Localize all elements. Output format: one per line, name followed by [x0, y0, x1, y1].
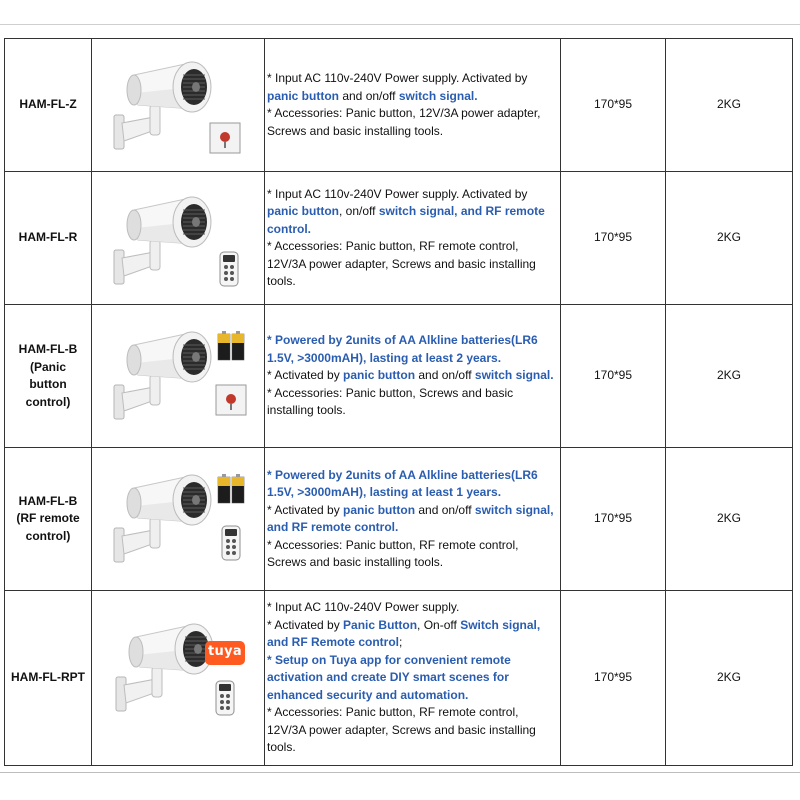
- product-spec-table: [4, 38, 793, 766]
- product-photo: [92, 450, 264, 589]
- panic-button-icon: [216, 385, 246, 415]
- model-name-line: (RF remote: [16, 511, 80, 526]
- weight-cell: 2KG: [666, 39, 793, 172]
- highlighted-feature-text: * Powered by 2units of AA Alkline batteries(LR6 1.5V, >3000mAH), lasting at least 2 years.: [267, 333, 538, 365]
- model-name-line: HAM-FL-B: [18, 342, 78, 356]
- model-name-line: (Panic: [29, 359, 66, 374]
- model-name-line: control): [25, 394, 71, 409]
- size-cell: 170*95: [561, 305, 666, 448]
- description-paragraph: [267, 105, 557, 140]
- siren-device-icon: [114, 332, 211, 419]
- rf-remote-icon: [216, 681, 234, 715]
- highlighted-feature-text: switch signal, and RF remote control.: [267, 502, 554, 534]
- product-image-cell: [92, 448, 265, 591]
- highlighted-feature-text: * Powered by 2units of AA Alkline batteries(LR6 1.5V, >3000mAH), lasting at least 1 years.: [267, 467, 538, 499]
- table-row: [5, 305, 793, 448]
- product-photo: [92, 593, 264, 764]
- model-cell: [5, 39, 92, 172]
- size-cell: 170*95: [561, 172, 666, 305]
- bottom-divider: [0, 772, 800, 773]
- model-name-line: HAM-FL-B: [18, 493, 78, 508]
- description-paragraph: [267, 617, 557, 652]
- description-paragraph: [267, 537, 557, 572]
- model-name-line: HAM-FL-R: [18, 230, 78, 245]
- description-text: * Accessories: Panic button, RF remote control, 12V/3A power adapter, Screws and basic installing tools.: [267, 239, 536, 288]
- highlighted-feature-text: panic button: [343, 368, 416, 383]
- model-cell: [5, 591, 92, 766]
- highlighted-feature-text: panic button: [267, 88, 339, 103]
- description-text: * Input AC 110v-240V Power supply. Activated by: [267, 71, 528, 85]
- table-row: [5, 591, 793, 766]
- description-paragraph: [267, 332, 557, 367]
- product-photo: [92, 174, 264, 303]
- model-name-line: control): [25, 528, 71, 543]
- description-text: * Accessories: Panic button, Screws and basic installing tools.: [267, 385, 514, 418]
- size-cell: 170*95: [561, 39, 666, 172]
- product-image-cell: [92, 591, 265, 766]
- weight-cell: 2KG: [666, 305, 793, 448]
- siren-device-icon: [114, 197, 211, 284]
- description-text: * Accessories: Panic button, RF remote control, 12V/3A power adapter, Screws and basic installing tools.: [267, 705, 536, 755]
- description-text: and on/off: [415, 368, 475, 383]
- description-paragraph: [267, 502, 557, 537]
- description-text: * Activated by: [267, 502, 344, 517]
- table-row: [5, 172, 793, 305]
- table-body: [5, 39, 793, 766]
- product-illustration: [92, 450, 264, 589]
- description-text: , on/off: [339, 204, 379, 218]
- description-cell: [265, 448, 561, 591]
- description-text: and on/off: [339, 88, 399, 103]
- highlighted-feature-text: panic button: [343, 502, 416, 517]
- rf-remote-icon: [222, 526, 240, 560]
- product-illustration: [92, 593, 264, 764]
- siren-device-icon: [114, 62, 211, 149]
- description-paragraph: [267, 385, 557, 420]
- weight-cell: 2KG: [666, 448, 793, 591]
- highlighted-feature-text: * Setup on Tuya app for convenient remote activation and create DIY smart scenes for enhanced security and automation.: [267, 652, 511, 702]
- model-name-line: button: [29, 377, 67, 391]
- description-text: * Accessories: Panic button, RF remote control, Screws and basic installing tools.: [267, 537, 519, 569]
- description-paragraph: [267, 467, 557, 502]
- product-illustration: [92, 41, 264, 170]
- table-row: [5, 39, 793, 172]
- weight-cell: 2KG: [666, 591, 793, 766]
- panic-button-icon: [210, 123, 240, 153]
- description-text: * Activated by: [267, 368, 344, 383]
- description-text: * Accessories: Panic button, 12V/3A power adapter, Screws and basic installing tools.: [267, 106, 541, 138]
- highlighted-feature-text: switch signal, and RF remote control.: [267, 204, 545, 236]
- description-text: , On-off: [417, 617, 461, 632]
- size-cell: 170*95: [561, 448, 666, 591]
- size-cell: 170*95: [561, 591, 666, 766]
- product-image-cell: [92, 172, 265, 305]
- top-divider: [0, 24, 800, 25]
- description-text: * Input AC 110v-240V Power supply.: [267, 600, 460, 615]
- tuya-logo-badge: tuya: [205, 641, 245, 665]
- description-cell: [265, 39, 561, 172]
- siren-device-icon: [116, 624, 213, 711]
- battery-icon: [218, 474, 244, 503]
- description-paragraph: [267, 704, 557, 757]
- product-photo: [92, 41, 264, 170]
- description-paragraph: [267, 367, 557, 385]
- description-paragraph: [267, 599, 557, 617]
- model-name-line: HAM-FL-Z: [19, 97, 77, 112]
- product-image-cell: [92, 305, 265, 448]
- model-cell: [5, 305, 92, 448]
- description-cell: [265, 305, 561, 448]
- battery-icon: [218, 331, 244, 360]
- siren-device-icon: [114, 475, 211, 562]
- product-photo: [92, 307, 264, 446]
- rf-remote-icon: [220, 252, 238, 286]
- product-illustration: [92, 174, 264, 303]
- weight-cell: 2KG: [666, 172, 793, 305]
- description-text: ;: [399, 635, 403, 650]
- description-paragraph: [267, 186, 557, 239]
- product-illustration: [92, 307, 264, 446]
- model-cell: [5, 448, 92, 591]
- highlighted-feature-text: switch signal.: [398, 88, 478, 103]
- model-cell: [5, 172, 92, 305]
- highlighted-feature-text: switch signal.: [474, 368, 554, 383]
- highlighted-feature-text: Switch signal, and RF Remote control: [267, 617, 541, 650]
- description-paragraph: [267, 652, 557, 705]
- table-row: [5, 448, 793, 591]
- highlighted-feature-text: Panic Button: [343, 617, 418, 632]
- product-image-cell: [92, 39, 265, 172]
- highlighted-feature-text: panic button: [267, 204, 339, 218]
- description-text: * Input AC 110v-240V Power supply. Activated by: [267, 186, 528, 201]
- description-cell: [265, 172, 561, 305]
- description-text: and on/off: [415, 502, 475, 517]
- description-paragraph: [267, 70, 557, 105]
- description-paragraph: [267, 238, 557, 291]
- description-text: * Activated by: [267, 617, 344, 632]
- description-cell: [265, 591, 561, 766]
- model-name-line: HAM-FL-RPT: [11, 670, 85, 685]
